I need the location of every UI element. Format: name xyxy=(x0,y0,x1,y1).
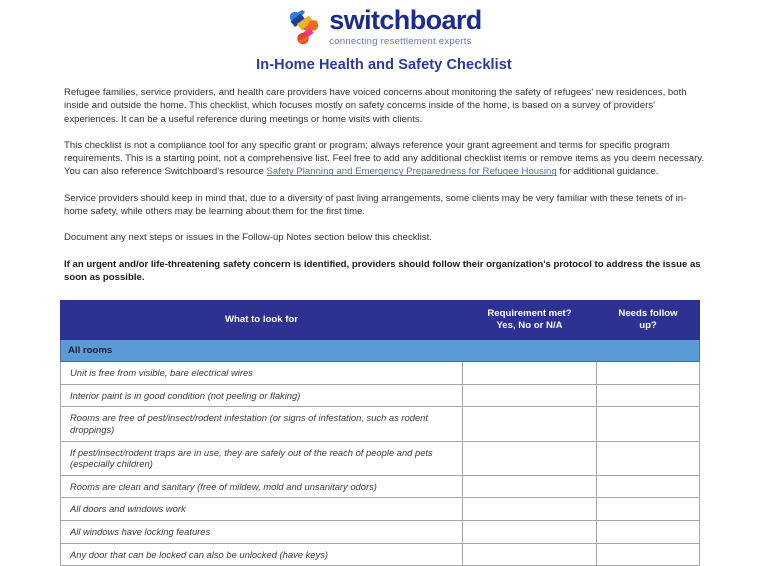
page-title: In-Home Health and Safety Checklist xyxy=(256,57,512,73)
section-header-row xyxy=(61,340,700,362)
checklist-table-body xyxy=(61,340,700,566)
brand-tagline: connecting resettlement experts xyxy=(329,36,472,48)
column-header-requirement-met xyxy=(463,301,597,340)
requirement-met-cell[interactable] xyxy=(463,543,597,566)
needs-follow-up-cell[interactable] xyxy=(597,498,700,521)
checklist-item-label: Unit is free from visible, bare electrical wires xyxy=(61,362,463,385)
checklist-item-label: Rooms are free of pest/insect/rodent infestation (or signs of infestation, such as rodent droppings) xyxy=(61,407,463,441)
column-header-requirement-met-line1: Requirement met? xyxy=(487,308,572,320)
checklist-item-label: Rooms are clean and sanitary (free of mildew, mold and unsanitary odors) xyxy=(61,475,463,498)
brand-name: switchboard xyxy=(329,5,482,36)
requirement-met-cell[interactable] xyxy=(463,362,597,385)
requirement-met-cell[interactable] xyxy=(463,407,597,441)
checklist-item-label: All windows have locking features xyxy=(61,521,463,544)
paragraph-urgent-note: If an urgent and/or life-threatening safety concern is identified, providers should follow their organization's protocol to address the issue as soon as possible. xyxy=(64,258,701,283)
checklist-table-wrapper xyxy=(0,300,768,566)
checklist-item-label: If pest/insect/rodent traps are in use, they are safely out of the reach of people and pets (especially children) xyxy=(61,441,463,475)
section-title-all-rooms: All rooms xyxy=(61,340,700,362)
paragraph-followup-note: Document any next steps or issues in the Follow-up Notes section below this checklist. xyxy=(64,232,432,244)
table-row xyxy=(61,362,700,385)
switchboard-logo-mark-icon xyxy=(286,8,320,46)
requirement-met-cell[interactable] xyxy=(463,384,597,407)
document-body xyxy=(0,73,768,284)
checklist-item-label: Any door that can be locked can also be unlocked (have keys) xyxy=(61,543,463,566)
table-header-row xyxy=(61,301,700,340)
checklist-table xyxy=(60,300,700,566)
needs-follow-up-cell[interactable] xyxy=(597,441,700,475)
table-row xyxy=(61,407,700,441)
paragraph-compliance-note xyxy=(64,126,706,179)
requirement-met-cell[interactable] xyxy=(463,521,597,544)
requirement-met-cell[interactable] xyxy=(463,498,597,521)
column-header-needs-follow-up xyxy=(597,301,700,340)
safety-planning-resource-link[interactable]: Safety Planning and Emergency Preparedness for Refugee Housing xyxy=(266,166,557,178)
needs-follow-up-cell[interactable] xyxy=(597,384,700,407)
table-row xyxy=(61,498,700,521)
checklist-item-label: Interior paint is in good condition (not peeling or flaking) xyxy=(61,384,463,407)
needs-follow-up-cell[interactable] xyxy=(597,362,700,385)
table-row xyxy=(61,543,700,566)
needs-follow-up-cell[interactable] xyxy=(597,521,700,544)
checklist-item-label: All doors and windows work xyxy=(61,498,463,521)
column-header-requirement-met-line2: Yes, No or N/A xyxy=(496,320,563,332)
needs-follow-up-cell[interactable] xyxy=(597,543,700,566)
paragraph-intro: Refugee families, service providers, and health care providers have voiced concerns about monitoring the safety of refugees' new residences, both inside and outside the home. This checklist, which focuses mostly on safety concerns inside of the home, is based on a survey of providers' experiences. It can be a useful reference during meetings or home visits with clients. xyxy=(64,87,687,125)
table-row xyxy=(61,441,700,475)
paragraph-compliance-text-after: for additional guidance. xyxy=(556,166,659,178)
brand-logo xyxy=(0,0,768,46)
table-row xyxy=(61,521,700,544)
paragraph-compliance-text-before: This checklist is not a compliance tool for any specific grant or program; always reference your grant agreement and terms for specific program requirements. This is a starting point, not a comprehensive list. Feel free to add any additional checklist items or remove items as you deem necessary. You can also reference Switchboard's resource xyxy=(64,139,705,178)
column-header-needs-follow-up-line2: up? xyxy=(639,320,657,332)
column-header-what-to-look-for: What to look for xyxy=(61,301,463,340)
table-row xyxy=(61,384,700,407)
brand-wordmark xyxy=(329,7,481,47)
column-header-needs-follow-up-line1: Needs follow xyxy=(618,308,678,320)
needs-follow-up-cell[interactable] xyxy=(597,407,700,441)
paragraph-diversity-note: Service providers should keep in mind that, due to a diversity of past living arrangements, some clients may be very familiar with these tenets of in-home safety, while others may be learning about them for the first time. xyxy=(64,192,687,218)
requirement-met-cell[interactable] xyxy=(463,441,597,475)
